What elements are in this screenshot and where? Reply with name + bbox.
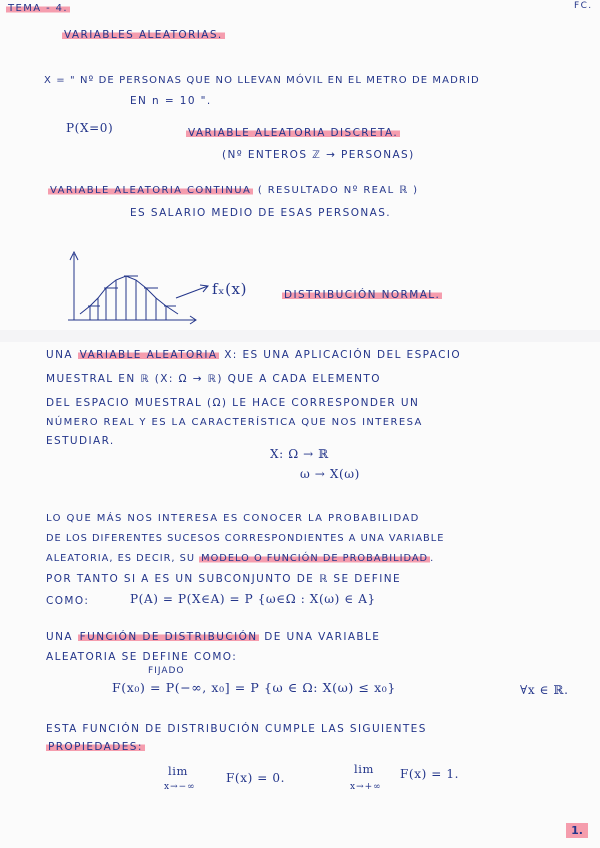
prob-line-3-text-highlight: MODELO O FUNCIÓN DE PROBABILIDAD (201, 553, 429, 564)
def-line-2: MUESTRAL EN ℝ (X: Ω → ℝ) QUE A CADA ELEMENTO (46, 373, 381, 385)
pointer-arrow (174, 282, 214, 302)
topic-header (6, 4, 70, 14)
lim-2-sub: x→+∞ (350, 782, 382, 792)
prob-line-1: LO QUE MÁS NOS INTERESA ES CONOCER LA PROBABILIDAD (46, 513, 420, 524)
page-number: 1. (566, 823, 588, 838)
prob-line-2: DE LOS DIFERENTES SUCESOS CORRESPONDIENTES A UNA VARIABLE (46, 533, 445, 544)
dist-line-1-text: UNA FUNCIÓN DE DISTRIBUCIÓN DE UNA VARIABLE (46, 631, 381, 643)
def-line-1-text: UNA VARIABLE ALEATORIA X: ES UNA APLICACIÓN DEL ESPACIO (46, 349, 462, 361)
prop-line-1: ESTA FUNCIÓN DE DISTRIBUCIÓN CUMPLE LAS SIGUIENTES (46, 723, 427, 735)
mapping-line-1: X: Ω → ℝ (270, 447, 329, 461)
def-line-4: NÚMERO REAL Y ES LA CARACTERÍSTICA QUE NOS INTERESA (46, 417, 423, 428)
discrete-label-text: VARIABLE ALEATORIA DISCRETA. (188, 127, 399, 139)
lim-2-word: lim (354, 762, 375, 776)
normal-label (282, 290, 442, 301)
continuous-note: ( RESULTADO Nº REAL ℝ ) (257, 185, 419, 196)
prop-line-2-text: PROPIEDADES: (48, 741, 143, 753)
lim-1-sub: x→−∞ (164, 782, 196, 792)
px-zero: P(X=0) (66, 121, 114, 135)
continuous-label: VARIABLE ALEATORIA CONTINUA (50, 185, 252, 196)
dist-line-1 (46, 632, 380, 643)
dist-forall: ∀x ∈ ℝ. (520, 683, 569, 697)
lim-1-word: lim (168, 764, 189, 778)
dist-formula: F(x₀) = P(−∞, x₀] = P {ω ∈ Ω: X(ω) ≤ x₀} (112, 680, 396, 695)
normal-label-text: DISTRIBUCIÓN NORMAL. (284, 289, 441, 301)
page-title (62, 30, 225, 41)
continuous-line (48, 186, 418, 196)
dist-line-2: ALEATORIA SE DEFINE COMO: (46, 651, 238, 663)
prop-line-2 (46, 742, 145, 753)
fx-label: fₓ(x) (212, 280, 248, 298)
scan-band (0, 330, 600, 342)
dist-line-1-text-highlight: FUNCIÓN DE DISTRIBUCIÓN (79, 631, 258, 643)
lim-2-value: F(x) = 1. (400, 767, 459, 781)
lim-1-value: F(x) = 0. (226, 771, 285, 785)
fijado-note: FIJADO (148, 666, 185, 676)
prob-line-4: POR TANTO SI A ES UN SUBCONJUNTO DE ℝ SE DEFINE (46, 573, 401, 585)
def-line-1-text-highlight: VARIABLE ALEATORIA (79, 349, 218, 361)
discrete-note: (Nº ENTEROS ℤ → PERSONAS) (222, 149, 415, 161)
prob-formula: P(A) = P(X∈A) = P {ω∈Ω : X(ω) ∈ A} (130, 592, 376, 606)
page-title-text: VARIABLES ALEATORIAS. (64, 29, 223, 41)
prob-line-3-text: ALEATORIA, ES DECIR, SU MODELO O FUNCIÓN DE PROBABILIDAD . (46, 553, 435, 564)
def-line-5: ESTUDIAR. (46, 435, 115, 447)
continuous-example: ES SALARIO MEDIO DE ESAS PERSONAS. (130, 207, 391, 219)
discrete-label (186, 128, 400, 139)
intro-line-1: X = " Nº DE PERSONAS QUE NO LLEVAN MÓVIL EN EL METRO DE MADRID (44, 75, 480, 86)
def-line-1 (46, 350, 461, 361)
mapping-line-2: ω → X(ω) (300, 467, 360, 481)
def-line-3: DEL ESPACIO MUESTRAL (Ω) LE HACE CORRESPONDER UN (46, 397, 420, 409)
corner-mark: FC. (574, 1, 593, 11)
prob-line-5: COMO: (46, 595, 90, 607)
topic-header-text: TEMA - 4. (8, 3, 69, 14)
prob-line-3 (46, 554, 434, 564)
intro-line-2: EN n = 10 ". (130, 95, 212, 107)
